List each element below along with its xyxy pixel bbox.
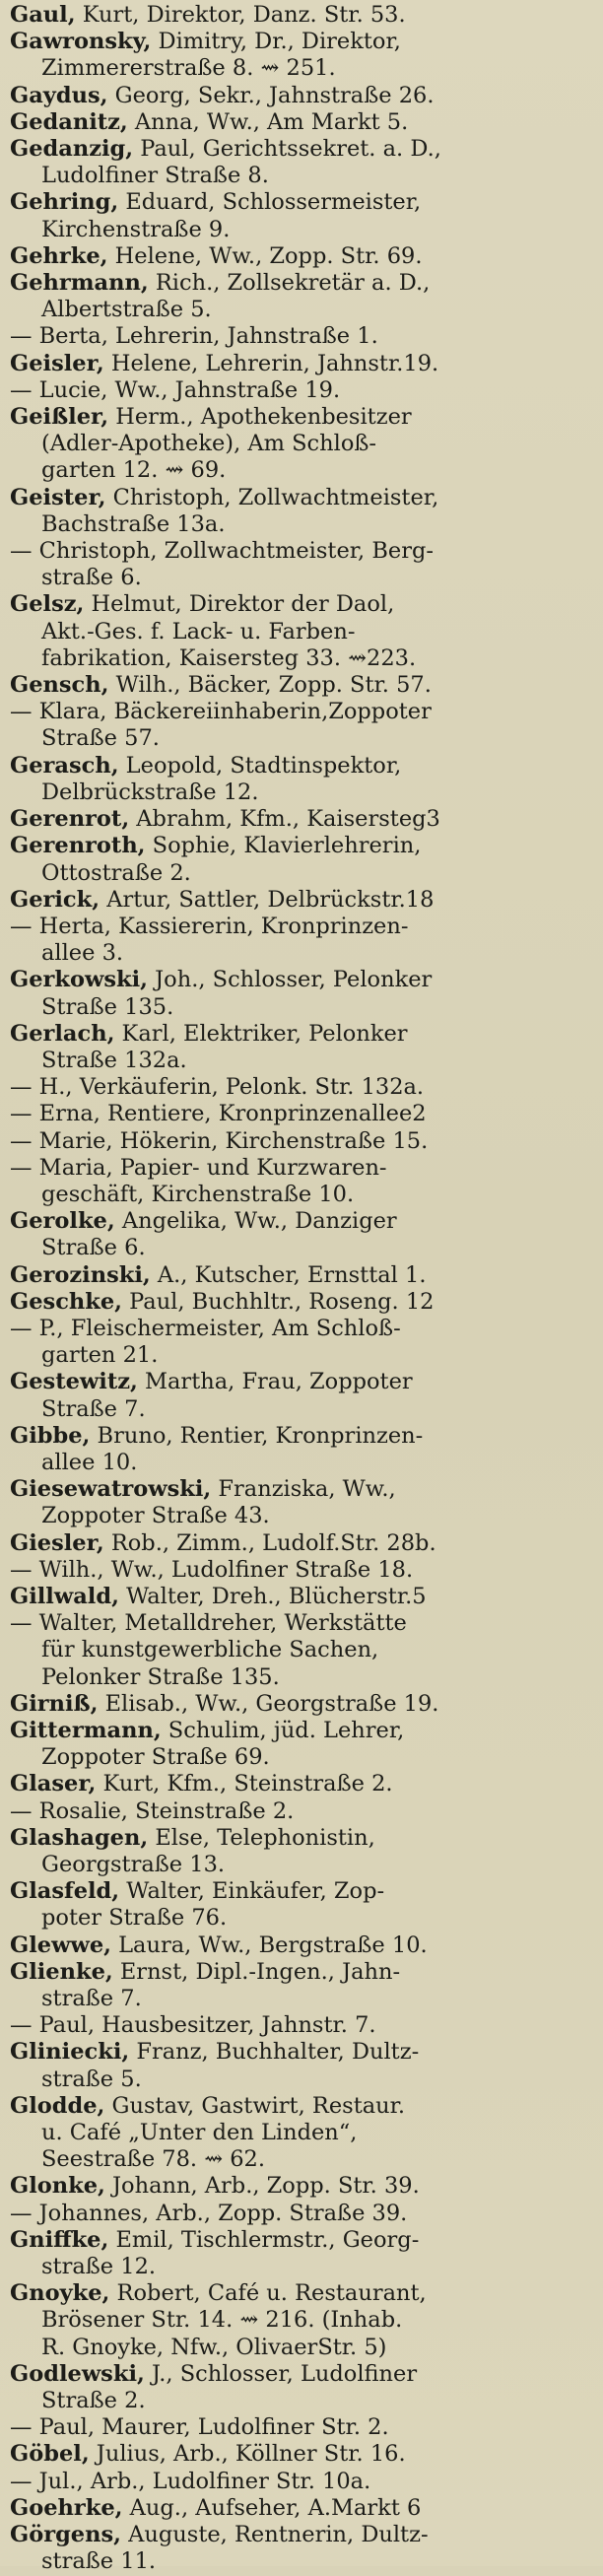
- entry-surname: Glienke,: [10, 1958, 113, 1985]
- entry-text: Martha, Frau, Zoppoter: [137, 1369, 413, 1395]
- entry-first-line: [10, 270, 596, 297]
- entry-surname: Glonke,: [10, 2173, 105, 2200]
- entry-continuation-line: [10, 1905, 596, 1932]
- entry-surname: Geschke,: [10, 1288, 122, 1315]
- directory-entry: [10, 806, 596, 833]
- directory-entry: [10, 1128, 596, 1155]
- directory-entry: [10, 2173, 596, 2200]
- entry-surname: Gnoyke,: [10, 2280, 110, 2307]
- directory-entry: [10, 1932, 596, 1959]
- entry-text: Ernst, Dipl.-Ingen., Jahn-: [112, 1958, 401, 1985]
- entry-continuation-line: [10, 1396, 596, 1423]
- entry-surname: Gerozinski,: [10, 1261, 151, 1288]
- entry-first-line: [10, 1932, 596, 1959]
- entry-text: — P., Fleischermeister, Am Schloß-: [10, 1315, 401, 1341]
- entry-text: Abrahm, Kfm., Kaisersteg3: [129, 806, 440, 833]
- entry-continuation-line: [10, 1182, 596, 1208]
- entry-text: — Paul, Maurer, Ludolfiner Str. 2.: [10, 2414, 389, 2441]
- entry-continuation-line: [10, 565, 596, 591]
- entry-continuation-line: [10, 2146, 596, 2173]
- entry-first-line: [10, 2173, 596, 2200]
- entry-text: Delbrückstraße 12.: [41, 779, 259, 805]
- entry-text: — Herta, Kassiererin, Kronprinzen-: [10, 913, 409, 939]
- directory-entry: [10, 1798, 596, 1825]
- entry-continuation-line: [10, 457, 596, 484]
- entry-continuation-line: [10, 940, 596, 967]
- entry-text: Johann, Arb., Zopp. Str. 39.: [104, 2173, 420, 2200]
- entry-first-line: [10, 2, 596, 29]
- entry-text: Wilh., Bäcker, Zopp. Str. 57.: [108, 672, 432, 699]
- entry-text: — Erna, Rentiere, Kronprinzenallee2: [10, 1101, 427, 1127]
- entry-continuation-line: [10, 431, 596, 457]
- entry-continuation-line: [10, 1744, 596, 1771]
- entry-surname: Gibbe,: [10, 1422, 91, 1449]
- entry-text: Albertstraße 5.: [41, 297, 212, 323]
- entry-text: — Klara, Bäckereiinhaberin,Zoppoter: [10, 699, 432, 725]
- directory-entry: [10, 753, 596, 806]
- entry-text: — Paul, Hausbesitzer, Jahnstr. 7.: [10, 2012, 376, 2039]
- entry-continuation-line: [10, 860, 596, 887]
- entry-text: allee 10.: [41, 1449, 138, 1475]
- entry-text: Ludolfiner Straße 8.: [41, 163, 269, 189]
- entry-text: Rob., Zimm., Ludolf.Str. 28b.: [103, 1529, 436, 1556]
- entry-text: für kunstgewerbliche Sachen,: [41, 1637, 379, 1663]
- entry-first-line: [10, 2227, 596, 2254]
- directory-entry: [10, 485, 596, 538]
- directory-entry: [10, 1691, 596, 1718]
- directory-entry: [10, 2039, 596, 2092]
- entry-text: Ottostraße 2.: [41, 859, 191, 886]
- entry-first-line: [10, 1691, 596, 1718]
- entry-text: straße 7.: [41, 1986, 142, 2012]
- entry-first-line: [10, 2361, 596, 2388]
- directory-entry: [10, 1262, 596, 1289]
- entry-text: Straße 6.: [41, 1235, 146, 1261]
- entry-first-line: [10, 1610, 596, 1637]
- entry-continuation-line: [10, 2335, 596, 2361]
- entry-first-line: [10, 1316, 596, 1342]
- entry-text: poter Straße 76.: [41, 1905, 228, 1932]
- entry-surname: Gedanitz,: [10, 108, 128, 135]
- entry-first-line: [10, 485, 596, 511]
- entry-continuation-line: [10, 619, 596, 645]
- entry-text: Elisab., Ww., Georgstraße 19.: [98, 1690, 439, 1717]
- directory-entry: [10, 1610, 596, 1691]
- entry-continuation-line: [10, 1048, 596, 1074]
- entry-first-line: [10, 591, 596, 618]
- entry-first-line: [10, 2280, 596, 2307]
- entry-first-line: [10, 1128, 596, 1155]
- directory-entry: [10, 1530, 596, 1557]
- entry-text: — H., Verkäuferin, Pelonk. Str. 132a.: [10, 1074, 425, 1101]
- entry-text: Leopold, Stadtinspektor,: [118, 752, 402, 779]
- entry-text: Zoppoter Straße 43.: [41, 1503, 270, 1529]
- entry-text: Georgstraße 13.: [41, 1852, 226, 1878]
- entry-first-line: [10, 2201, 596, 2227]
- entry-text: Herm., Apothekenbesitzer: [108, 404, 412, 431]
- entry-first-line: [10, 1718, 596, 1744]
- directory-entry: [10, 1557, 596, 1584]
- directory-entry: [10, 2441, 596, 2468]
- entry-continuation-line: [10, 55, 596, 82]
- directory-entry: [10, 2093, 596, 2174]
- entry-text: garten 21.: [41, 1342, 159, 1369]
- entry-surname: Giesewatrowski,: [10, 1476, 212, 1503]
- entry-first-line: [10, 1530, 596, 1557]
- entry-text: Angelika, Ww., Danziger: [114, 1208, 397, 1235]
- entry-surname: Gehrmann,: [10, 270, 149, 297]
- entry-surname: Girniß,: [10, 1690, 99, 1717]
- directory-entry: [10, 699, 596, 752]
- entry-text: R. Gnoyke, Nfw., OlivaerStr. 5): [41, 2334, 387, 2360]
- directory-entry: [10, 833, 596, 886]
- directory-entry: [10, 83, 596, 109]
- entry-continuation-line: [10, 994, 596, 1021]
- directory-entry: [10, 2522, 596, 2575]
- directory-entry: [10, 1771, 596, 1797]
- entry-surname: Gittermann,: [10, 1718, 162, 1743]
- directory-entry: [10, 1101, 596, 1127]
- directory-entry: [10, 377, 596, 404]
- entry-text: A., Kutscher, Ernsttal 1.: [150, 1261, 427, 1288]
- entry-continuation-line: [10, 2120, 596, 2146]
- entry-continuation-line: [10, 2254, 596, 2280]
- entry-text: Robert, Café u. Restaurant,: [109, 2280, 427, 2307]
- entry-continuation-line: [10, 780, 596, 806]
- entry-text: Straße 135.: [41, 993, 174, 1020]
- entry-first-line: [10, 189, 596, 216]
- entry-text: Akt.-Ges. f. Lack- u. Farben-: [41, 618, 356, 644]
- entry-text: — Wilh., Ww., Ludolfiner Straße 18.: [10, 1556, 414, 1583]
- entry-text: Pelonker Straße 135.: [41, 1663, 280, 1690]
- entry-first-line: [10, 1423, 596, 1450]
- entry-first-line: [10, 538, 596, 565]
- entry-first-line: [10, 699, 596, 725]
- entry-continuation-line: [10, 2067, 596, 2093]
- entry-surname: Gniffke,: [10, 2226, 109, 2253]
- entry-continuation-line: [10, 1235, 596, 1261]
- entry-surname: Göbel,: [10, 2441, 90, 2468]
- entry-surname: Glodde,: [10, 2092, 105, 2119]
- directory-entry: [10, 2361, 596, 2414]
- entry-continuation-line: [10, 163, 596, 189]
- entry-text: Georg, Sekr., Jahnstraße 26.: [107, 82, 435, 108]
- directory-entry: [10, 1476, 596, 1529]
- entry-text: Bachstraße 13a.: [41, 510, 226, 537]
- entry-continuation-line: [10, 1852, 596, 1878]
- entry-surname: Gerolke,: [10, 1208, 115, 1235]
- entry-text: geschäft, Kirchenstraße 10.: [41, 1181, 355, 1207]
- directory-entry: [10, 243, 596, 270]
- directory-entry: [10, 29, 596, 82]
- entry-surname: Geißler,: [10, 404, 109, 431]
- entry-text: Paul, Buchhltr., Roseng. 12: [122, 1288, 435, 1315]
- entry-text: Straße 57.: [41, 725, 160, 752]
- entry-surname: Gelsz,: [10, 591, 85, 618]
- entry-text: Rich., Zollsekretär a. D.,: [148, 270, 431, 297]
- entry-surname: Gerenroth,: [10, 833, 146, 859]
- directory-entry: [10, 1021, 596, 1074]
- entry-surname: Geister,: [10, 484, 106, 510]
- entry-first-line: [10, 2495, 596, 2522]
- entry-first-line: [10, 2039, 596, 2066]
- entry-surname: Gerasch,: [10, 752, 119, 779]
- entry-text: — Walter, Metalldreher, Werkstätte: [10, 1610, 407, 1637]
- entry-text: Franziska, Ww.,: [211, 1476, 396, 1503]
- entry-first-line: [10, 1021, 596, 1048]
- entry-text: Franz, Buchhalter, Dultz-: [129, 2039, 420, 2066]
- entry-text: — Rosalie, Steinstraße 2.: [10, 1797, 295, 1824]
- entry-text: J., Schlosser, Ludolfiner: [144, 2360, 418, 2387]
- entry-surname: Gaul,: [10, 2, 76, 28]
- entry-continuation-line: [10, 1503, 596, 1529]
- directory-entry: [10, 404, 596, 485]
- entry-surname: Giesler,: [10, 1529, 104, 1556]
- entry-text: allee 3.: [41, 940, 124, 967]
- entry-text: Dimitry, Dr., Direktor,: [151, 29, 401, 55]
- entry-text: Brösener Str. 14. ⇝ 216. (Inhab.: [41, 2307, 403, 2334]
- entry-text: — Maria, Papier- und Kurzwaren-: [10, 1154, 387, 1181]
- directory-entry: [10, 538, 596, 591]
- entry-text: Emil, Tischlermstr., Georg-: [108, 2226, 420, 2253]
- entry-text: Eduard, Schlossermeister,: [118, 189, 422, 216]
- entry-first-line: [10, 753, 596, 780]
- entry-first-line: [10, 2093, 596, 2120]
- entry-text: straße 5.: [41, 2066, 142, 2092]
- entry-text: Christoph, Zollwachtmeister,: [105, 484, 439, 510]
- entry-text: — Lucie, Ww., Jahnstraße 19.: [10, 376, 341, 403]
- entry-surname: Gerkowski,: [10, 967, 148, 993]
- entry-text: Julius, Arb., Köllner Str. 16.: [89, 2441, 406, 2468]
- entry-text: Joh., Schlosser, Pelonker: [148, 967, 433, 993]
- entry-text: — Christoph, Zollwachtmeister, Berg-: [10, 538, 434, 565]
- directory-entry: [10, 2414, 596, 2441]
- entry-first-line: [10, 1208, 596, 1235]
- entry-text: Kurt, Direktor, Danz. Str. 53.: [75, 2, 406, 28]
- entry-first-line: [10, 1584, 596, 1610]
- entry-text: garten 12. ⇝ 69.: [41, 457, 227, 484]
- entry-surname: Görgens,: [10, 2522, 121, 2548]
- directory-entry: [10, 1155, 596, 1208]
- entry-text: — Marie, Hökerin, Kirchenstraße 15.: [10, 1127, 429, 1154]
- directory-entry: [10, 2012, 596, 2039]
- directory-entry: [10, 323, 596, 350]
- entry-first-line: [10, 1074, 596, 1101]
- entry-text: Straße 132a.: [41, 1047, 187, 1073]
- entry-surname: Glashagen,: [10, 1824, 149, 1851]
- entry-first-line: [10, 887, 596, 914]
- entry-text: Straße 7.: [41, 1395, 146, 1422]
- entry-text: — Jul., Arb., Ludolfiner Str. 10a.: [10, 2468, 371, 2494]
- entry-first-line: [10, 404, 596, 431]
- entry-continuation-line: [10, 2388, 596, 2414]
- entry-surname: Glasfeld,: [10, 1878, 120, 1905]
- entry-first-line: [10, 83, 596, 109]
- entry-text: Aug., Aufseher, A.Markt 6: [122, 2494, 422, 2521]
- entry-continuation-line: [10, 725, 596, 752]
- entry-first-line: [10, 136, 596, 163]
- directory-entry: [10, 1718, 596, 1771]
- entry-continuation-line: [10, 217, 596, 243]
- entry-continuation-line: [10, 297, 596, 323]
- entry-text: Walter, Dreh., Blücherstr.5: [118, 1583, 427, 1609]
- entry-text: straße 6.: [41, 565, 142, 591]
- entry-surname: Godlewski,: [10, 2360, 145, 2387]
- entry-surname: Gehring,: [10, 189, 119, 216]
- directory-entry: [10, 1825, 596, 1878]
- directory-entry: [10, 887, 596, 914]
- directory-entry: [10, 1074, 596, 1101]
- entry-first-line: [10, 672, 596, 699]
- entry-text: Gustav, Gastwirt, Restaur.: [104, 2092, 406, 2119]
- entry-text: Sophie, Klavierlehrerin,: [145, 833, 422, 859]
- entry-text: fabrikation, Kaisersteg 33. ⇝223.: [41, 644, 417, 671]
- directory-entry: [10, 109, 596, 136]
- entry-text: straße 12.: [41, 2254, 157, 2280]
- directory-entry: [10, 136, 596, 189]
- entry-continuation-line: [10, 1637, 596, 1663]
- entry-text: Seestraße 78. ⇝ 62.: [41, 2146, 266, 2173]
- directory-entry: [10, 1423, 596, 1476]
- directory-entry: [10, 2, 596, 29]
- directory-entry: [10, 1878, 596, 1932]
- entry-surname: Gerick,: [10, 886, 100, 913]
- directory-entry: [10, 672, 596, 699]
- entry-surname: Goehrke,: [10, 2494, 123, 2521]
- entry-first-line: [10, 914, 596, 940]
- entry-first-line: [10, 2469, 596, 2495]
- entry-surname: Glewwe,: [10, 1932, 111, 1958]
- entry-first-line: [10, 1798, 596, 1825]
- entry-surname: Geisler,: [10, 350, 104, 376]
- entry-text: Kirchenstraße 9.: [41, 216, 231, 242]
- entry-text: Laura, Ww., Bergstraße 10.: [110, 1932, 428, 1958]
- entry-first-line: [10, 351, 596, 377]
- entry-text: Zoppoter Straße 69.: [41, 1744, 270, 1771]
- entry-surname: Gerlach,: [10, 1020, 115, 1047]
- directory-entry: [10, 1316, 596, 1369]
- entry-surname: Gerenrot,: [10, 806, 130, 833]
- entry-text: — Johannes, Arb., Zopp. Straße 39.: [10, 2200, 408, 2226]
- entry-text: Paul, Gerichtssekret. a. D.,: [133, 136, 441, 163]
- entry-text: Auguste, Rentnerin, Dultz-: [120, 2522, 429, 2548]
- directory-entry: [10, 2469, 596, 2495]
- directory-entry: [10, 1208, 596, 1261]
- directory-entry: [10, 1369, 596, 1422]
- directory-entry: [10, 189, 596, 242]
- entry-text: Else, Telephonistin,: [148, 1824, 375, 1851]
- directory-entry: [10, 1289, 596, 1316]
- entry-first-line: [10, 29, 596, 55]
- directory-entry: [10, 914, 596, 967]
- entry-first-line: [10, 1557, 596, 1584]
- entry-text: straße 11.: [41, 2548, 157, 2575]
- directory-entry: [10, 1584, 596, 1610]
- entry-first-line: [10, 243, 596, 270]
- entry-first-line: [10, 1155, 596, 1182]
- entry-surname: Gaydus,: [10, 82, 108, 108]
- directory-entry: [10, 351, 596, 377]
- entry-text: u. Café „Unter den Linden“,: [41, 2120, 358, 2146]
- entry-continuation-line: [10, 2307, 596, 2334]
- entry-text: Karl, Elektriker, Pelonker: [114, 1020, 408, 1047]
- entry-surname: Gestewitz,: [10, 1369, 138, 1395]
- directory-entry: [10, 270, 596, 323]
- entry-text: Anna, Ww., Am Markt 5.: [127, 108, 409, 135]
- entry-first-line: [10, 2012, 596, 2039]
- entry-first-line: [10, 2414, 596, 2441]
- directory-entry: [10, 2495, 596, 2522]
- entry-first-line: [10, 1369, 596, 1395]
- entry-continuation-line: [10, 1664, 596, 1691]
- entry-first-line: [10, 1289, 596, 1316]
- entry-text: Schulim, jüd. Lehrer,: [161, 1718, 405, 1743]
- entry-first-line: [10, 1101, 596, 1127]
- entry-first-line: [10, 1959, 596, 1986]
- entry-continuation-line: [10, 1986, 596, 2012]
- entry-surname: Gedanzig,: [10, 136, 134, 163]
- entry-continuation-line: [10, 511, 596, 538]
- entry-first-line: [10, 377, 596, 404]
- entry-first-line: [10, 1262, 596, 1289]
- directory-entry: [10, 591, 596, 672]
- entry-first-line: [10, 967, 596, 993]
- directory-entry: [10, 1959, 596, 2012]
- entry-first-line: [10, 1771, 596, 1797]
- directory-entry: [10, 967, 596, 1020]
- entry-text: Zimmererstraße 8. ⇝ 251.: [41, 55, 336, 82]
- entry-first-line: [10, 1878, 596, 1905]
- entry-surname: Gawronsky,: [10, 29, 152, 55]
- entry-text: (Adler-Apotheke), Am Schloß-: [41, 431, 376, 457]
- directory-entry: [10, 2227, 596, 2280]
- entry-continuation-line: [10, 1450, 596, 1476]
- entry-surname: Gehrke,: [10, 242, 108, 269]
- entry-text: Straße 2.: [41, 2388, 146, 2414]
- entry-first-line: [10, 1476, 596, 1503]
- entry-continuation-line: [10, 1342, 596, 1369]
- entry-first-line: [10, 109, 596, 136]
- directory-entry: [10, 2280, 596, 2361]
- entry-first-line: [10, 1825, 596, 1852]
- entry-text: Bruno, Rentier, Kronprinzen-: [90, 1422, 424, 1449]
- entry-surname: Glaser,: [10, 1771, 97, 1797]
- entry-surname: Gillwald,: [10, 1583, 119, 1609]
- entry-first-line: [10, 806, 596, 833]
- entry-text: Artur, Sattler, Delbrückstr.18: [100, 886, 435, 913]
- entry-continuation-line: [10, 2548, 596, 2575]
- entry-first-line: [10, 323, 596, 350]
- entry-text: Helene, Ww., Zopp. Str. 69.: [107, 242, 423, 269]
- entry-surname: Gensch,: [10, 672, 109, 699]
- directory-entry: [10, 2201, 596, 2227]
- entry-first-line: [10, 833, 596, 859]
- entry-text: Kurt, Kfm., Steinstraße 2.: [96, 1771, 393, 1797]
- entry-continuation-line: [10, 645, 596, 672]
- entry-text: Walter, Einkäufer, Zop-: [119, 1878, 385, 1905]
- entry-first-line: [10, 2441, 596, 2468]
- entry-text: Helene, Lehrerin, Jahnstr.19.: [103, 350, 439, 376]
- entry-surname: Gliniecki,: [10, 2039, 130, 2066]
- entry-text: — Berta, Lehrerin, Jahnstraße 1.: [10, 323, 378, 350]
- entry-text: Helmut, Direktor der Daol,: [84, 591, 395, 618]
- entry-first-line: [10, 2522, 596, 2548]
